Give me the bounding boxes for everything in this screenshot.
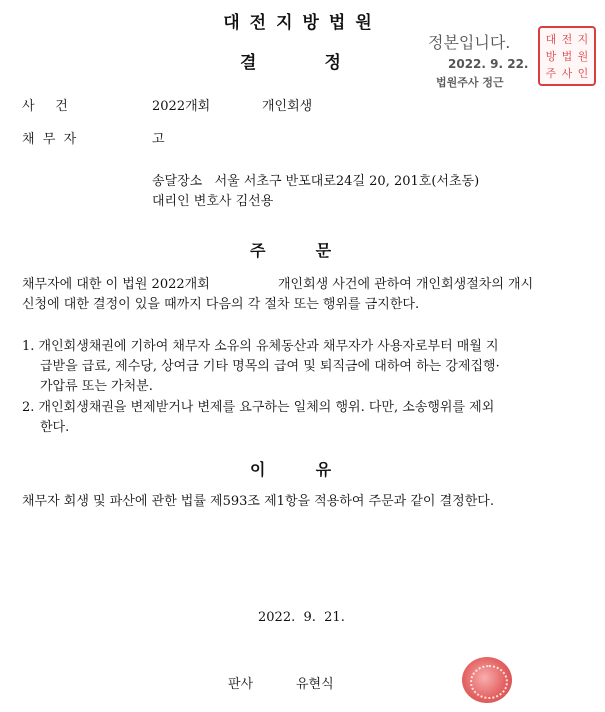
document-type-char-2: 정 [324,53,341,73]
order-intro-part-2: 개인회생 사건에 관하여 개인회생절차의 개시 [278,277,534,292]
certification-date: 2022. 9. 22. [448,57,529,71]
reason-heading: 이 유 [250,460,332,479]
seal-char: 인 [577,66,589,80]
legal-agent: 대리인 변호사 김선용 [152,194,274,209]
seal-char: 대 [545,33,557,47]
court-name: 대전지방법원 [223,13,382,33]
seal-char: 법 [561,49,573,63]
order-intro-part-1: 채무자에 대한 이 법원 2022개회 [22,277,210,292]
certification-clerk: 법원주사 정근 [436,76,504,89]
order-item-1-line-2: 급받을 급료, 제수당, 상여금 기타 명목의 급여 및 퇴직금에 대하여 하는 강제집행· [40,359,500,374]
order-intro-line-2: 신청에 대한 결정이 있을 때까지 다음의 각 절차 또는 행위를 금지한다. [22,297,420,312]
order-item-2-line-2: 한다. [40,420,70,435]
seal-char: 전 [561,33,573,47]
seal-char: 지 [577,33,589,47]
seal-char: 원 [577,49,589,63]
order-item-1-line-3: 가압류 또는 가처분. [40,379,153,394]
order-heading: 주 문 [250,241,332,260]
debtor-name: 고 [152,132,165,147]
debtor-label: 채 무 자 [22,132,77,147]
service-address: 송달장소 서울 서초구 반포대로24길 20, 201호(서초동) [152,174,480,189]
case-number: 2022개회 [152,99,211,114]
decision-date: 2022. 9. 21. [258,610,345,625]
order-item-2-line-1: 2. 개인회생채권을 변제받거나 변제를 요구하는 일체의 행위. 다만, 소송행위를 제외 [22,400,495,415]
seal-char: 주 [545,66,557,80]
seal-char: 사 [561,66,573,80]
order-item-1-line-1: 1. 개인회생채권에 기하여 채무자 소유의 유체동산과 채무자가 사용자로부터 매월 지 [22,339,499,354]
seal-char: 방 [545,49,557,63]
judge-name: 유현식 [296,677,334,692]
reason-text: 채무자 회생 및 파산에 관한 법률 제593조 제1항을 적용하여 주문과 같이 결정한다. [22,494,494,509]
document-type [240,48,409,73]
judge-title: 판사 [228,677,254,692]
judge-seal-stamp [462,657,512,703]
court-seal-stamp [538,26,596,86]
case-label: 사 건 [22,99,68,114]
certification-title: 정본입니다. [428,33,511,52]
document-type-char-1: 결 [240,53,257,73]
case-type: 개인회생 [262,99,313,114]
